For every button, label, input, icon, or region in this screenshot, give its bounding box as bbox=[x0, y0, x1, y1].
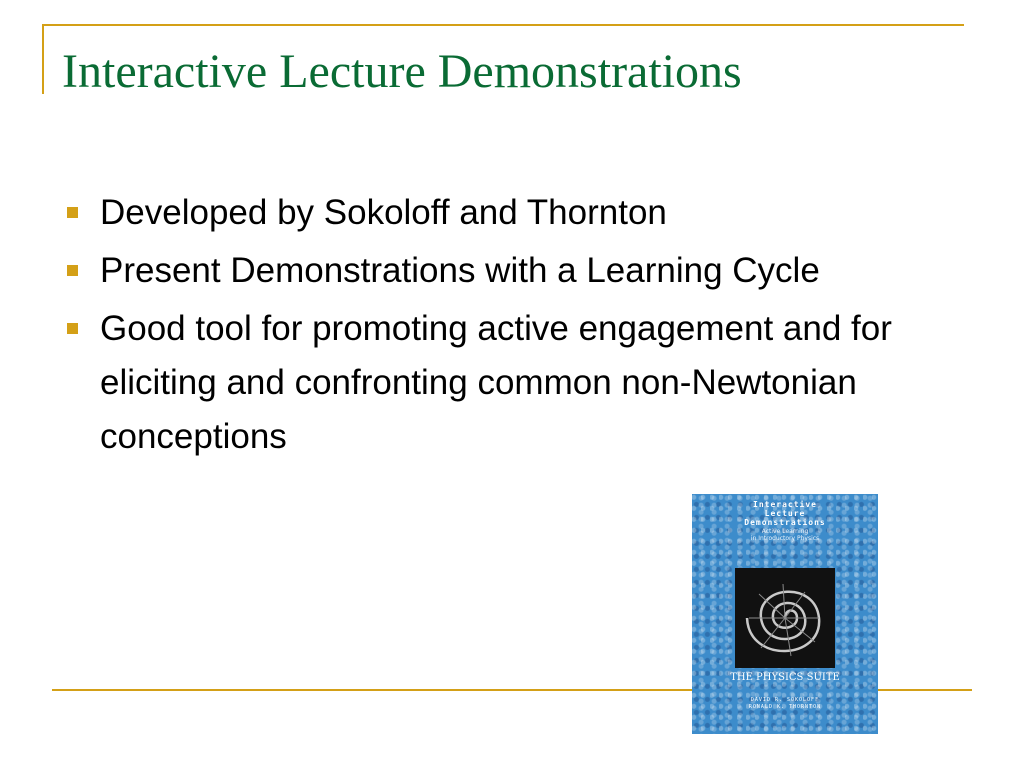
bullet-list bbox=[62, 186, 942, 464]
bullet-item bbox=[62, 186, 942, 240]
square-bullet-icon bbox=[67, 323, 78, 334]
square-bullet-icon bbox=[67, 265, 78, 276]
left-rule bbox=[42, 24, 44, 94]
bullet-text: Good tool for promoting active engagement and for eliciting and confronting common non-Newtonian conceptions bbox=[100, 309, 892, 456]
square-bullet-icon bbox=[67, 207, 78, 218]
slide-title: Interactive Lecture Demonstrations bbox=[62, 45, 742, 98]
bullet-text: Developed by Sokoloff and Thornton bbox=[100, 193, 667, 232]
book-cover-image bbox=[692, 494, 878, 734]
bullet-item bbox=[62, 302, 942, 464]
book-cover-subtitle: Active Learning in Introductory Physics bbox=[750, 528, 820, 542]
nautilus-shell-icon bbox=[735, 568, 835, 668]
bullet-text: Present Demonstrations with a Learning Cycle bbox=[100, 251, 820, 290]
bullet-item bbox=[62, 244, 942, 298]
book-authors: DAVID R. SOKOLOFF RONALD K. THORNTON bbox=[748, 697, 822, 710]
top-rule bbox=[42, 24, 964, 26]
book-cover-title: Interactive Lecture Demonstrations bbox=[744, 500, 826, 527]
book-series-label: THE PHYSICS SUITE bbox=[730, 672, 840, 683]
